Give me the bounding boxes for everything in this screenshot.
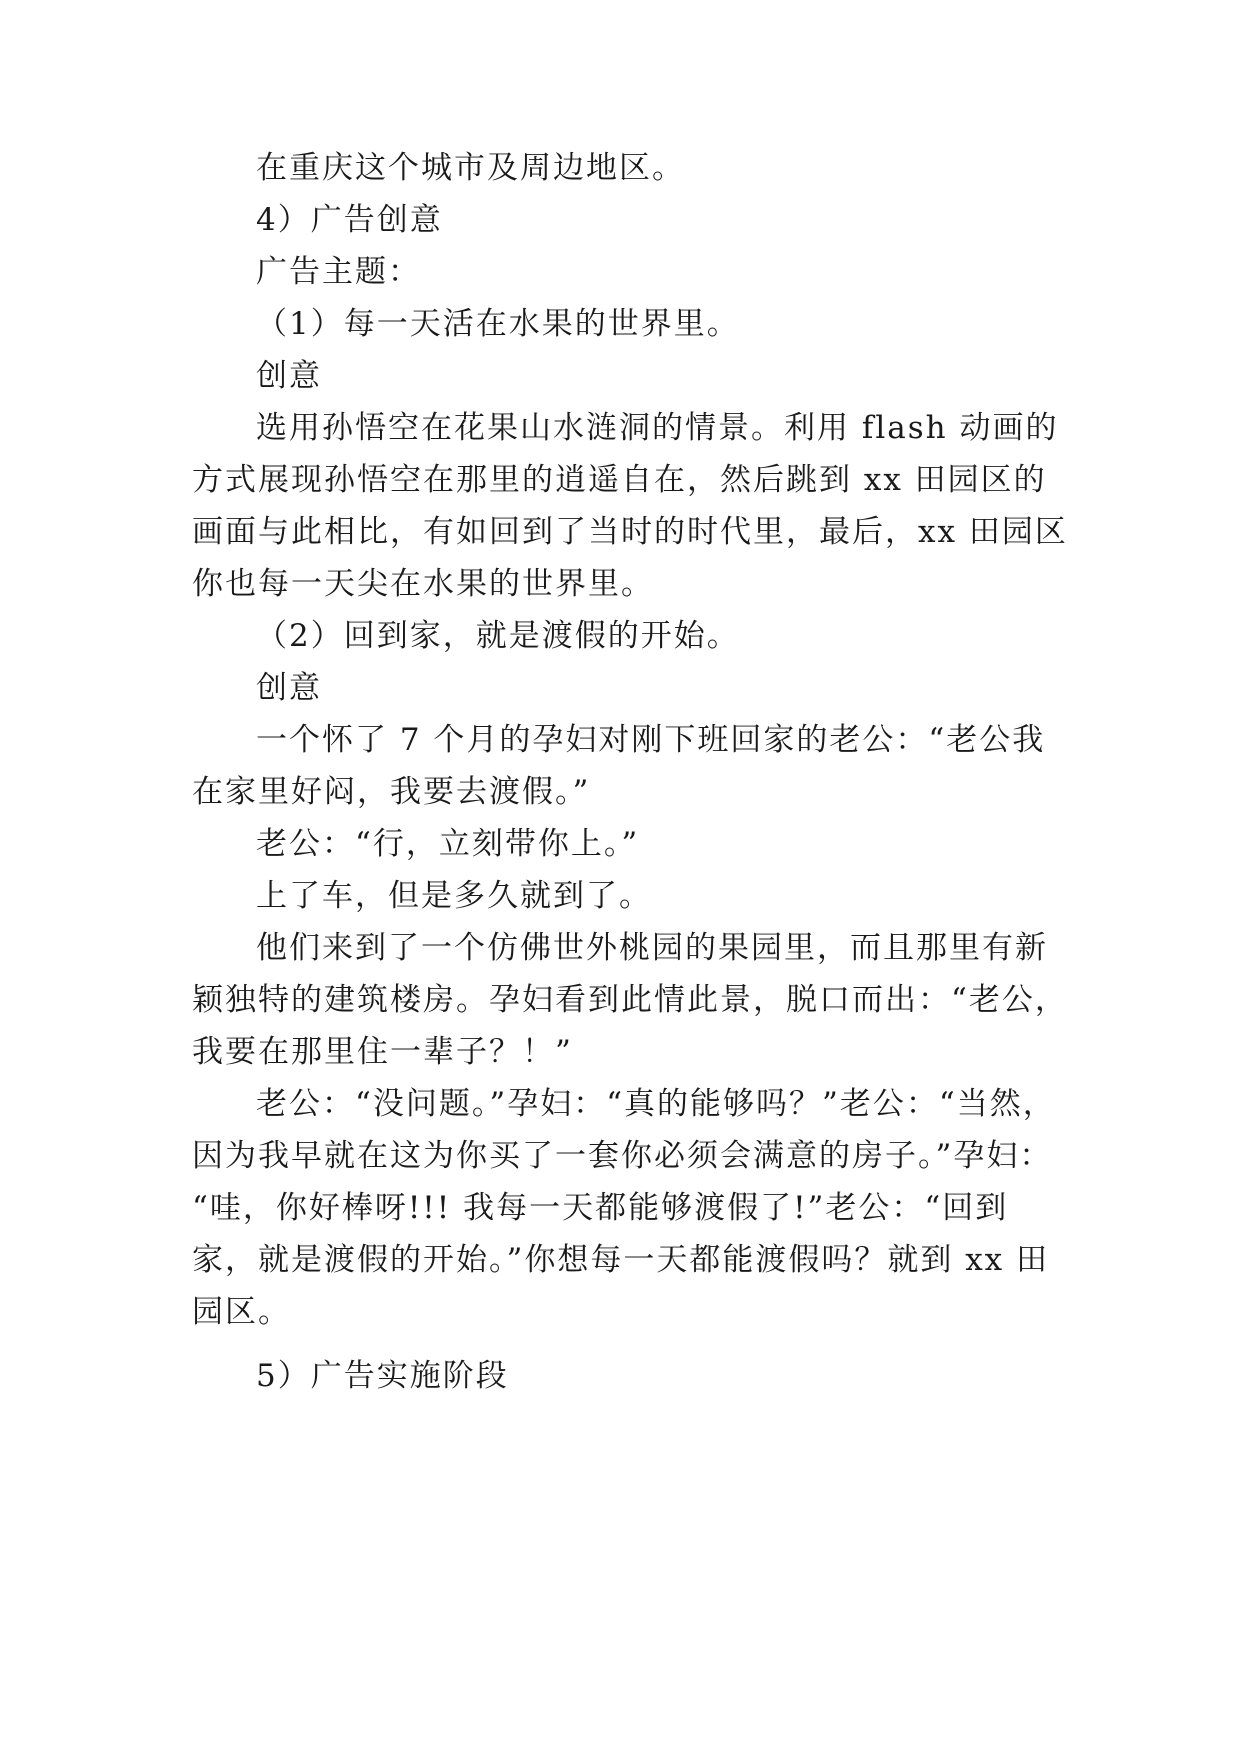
paragraph-line: 我要在那里住一辈子？！”: [192, 1034, 573, 1070]
paragraph-line: 上了车，但是多久就到了。: [256, 878, 652, 914]
paragraph-line: 一个怀了 7 个月的孕妇对刚下班回家的老公：“老公我: [256, 722, 1046, 758]
paragraph-line: 在家里好闷，我要去渡假。”: [192, 774, 591, 810]
paragraph-line: 颖独特的建筑楼房。孕妇看到此情此景，脱口而出：“老公，: [192, 982, 1068, 1018]
paragraph-line: 园区。: [192, 1294, 291, 1330]
paragraph-line: 家，就是渡假的开始。”你想每一天都能渡假吗？就到 xx 田: [192, 1242, 1050, 1278]
paragraph-line: 你也每一天尖在水果的世界里。: [192, 566, 654, 602]
paragraph-line: 广告主题：: [256, 254, 421, 290]
paragraph-line: 老公：“没问题。”孕妇：“真的能够吗？”老公：“当然，: [256, 1086, 1056, 1122]
paragraph-line: 创意: [256, 670, 322, 706]
paragraph-line: 因为我早就在这为你买了一套你必须会满意的房子。”孕妇：: [192, 1138, 1053, 1174]
paragraph-line: 选用孙悟空在花果山水涟洞的情景。利用 flash 动画的: [256, 410, 1059, 446]
paragraph-line: 老公：“行，立刻带你上。”: [256, 826, 640, 862]
paragraph-line: 创意: [256, 358, 322, 394]
paragraph-line: 画面与此相比，有如回到了当时的时代里，最后，xx 田园区: [192, 514, 1068, 550]
section-heading: 5）广告实施阶段: [256, 1358, 509, 1394]
section-heading: 4）广告创意: [256, 202, 443, 238]
paragraph-line: 他们来到了一个仿佛世外桃园的果园里，而且那里有新: [256, 930, 1048, 966]
paragraph-line: 方式展现孙悟空在那里的逍遥自在，然后跳到 xx 田园区的: [192, 462, 1047, 498]
paragraph-line: 在重庆这个城市及周边地区。: [256, 150, 685, 186]
paragraph-line: “哇，你好棒呀!!! 我每一天都能够渡假了!”老公：“回到: [192, 1190, 1009, 1226]
theme-item: （2）回到家，就是渡假的开始。: [256, 618, 740, 654]
theme-item: （1）每一天活在水果的世界里。: [256, 306, 740, 342]
